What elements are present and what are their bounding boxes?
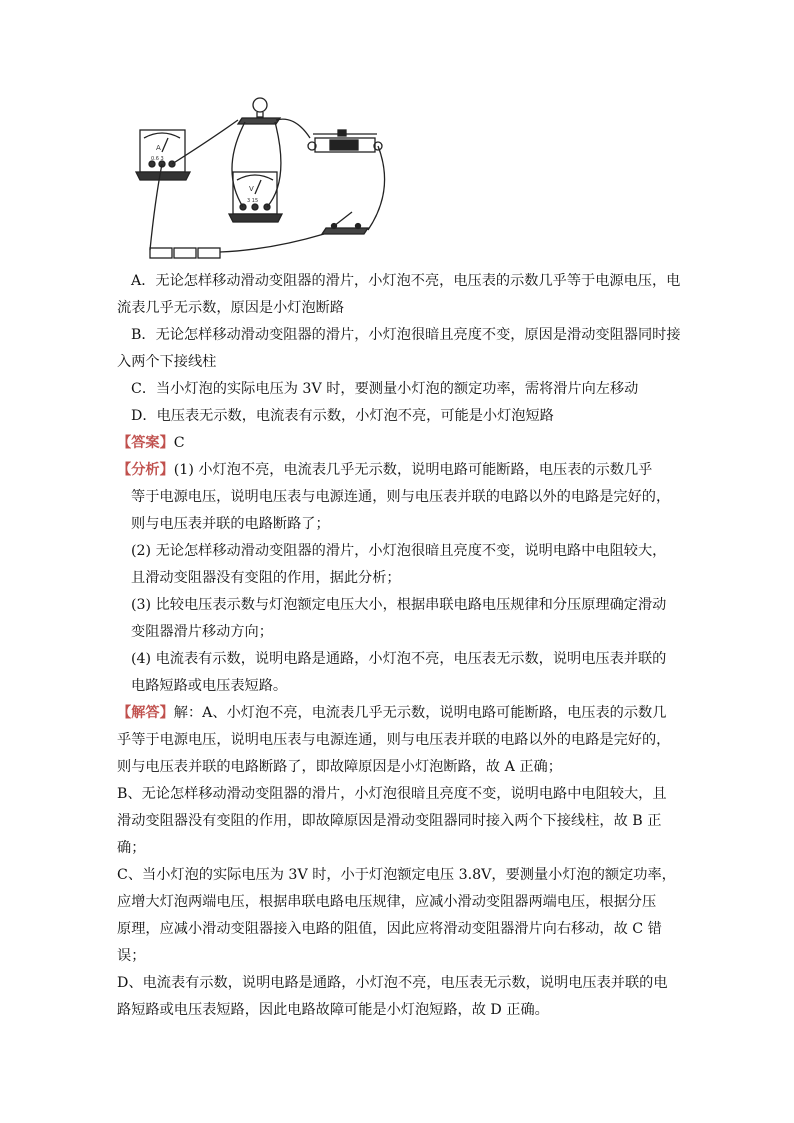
ammeter-label: A — [156, 144, 161, 152]
option-b-line-2: 入两个下接线柱 — [117, 354, 217, 370]
battery-icon — [150, 248, 220, 258]
answer-value: C — [173, 435, 185, 451]
solution-line-2: 乎等于电源电压，说明电压表与电源连通，则与电压表并联的电路以外的电路是完好的， — [117, 732, 671, 748]
analysis-line-6: (3) 比较电压表示数与灯泡额定电压大小，根据串联电路电压规律和分压原理确定滑动 — [131, 597, 667, 613]
switch-icon — [322, 212, 368, 234]
analysis-line-1: 【分析】(1) 小灯泡不亮，电流表几乎无示数，说明电路可能断路，电压表的示数几乎 — [117, 462, 653, 478]
solution-line-7: C、当小灯泡的实际电压为 3V 时，小于灯泡额定电压 3.8V，要测量小灯泡的额定功率， — [117, 867, 676, 883]
solution-line-3: 则与电压表并联的电路断路了，即故障原因是小灯泡断路，故 A 正确； — [117, 759, 562, 775]
ammeter-scale: 0.6 3 — [151, 156, 164, 162]
analysis-line-3: 则与电压表并联的电路断路了； — [131, 516, 330, 532]
analysis-line-8: (4) 电流表有示数，说明电路是通路，小灯泡不亮，电压表无示数，说明电压表并联的 — [131, 651, 667, 667]
voltmeter-scale: 3 15 — [247, 198, 259, 204]
answer-line — [117, 430, 687, 457]
options-block — [117, 268, 687, 1024]
option-c-line-1: C．当小灯泡的实际电压为 3V 时，要测量小灯泡的额定功率，需将滑片向左移动 — [131, 381, 639, 397]
option-d-line-1: D．电压表无示数，电流表有示数，小灯泡不亮，可能是小灯泡短路 — [131, 408, 554, 424]
analysis-line-2: 等于电源电压，说明电压表与电源连通，则与电压表并联的电路以外的电路是完好的， — [131, 489, 671, 505]
option-a-line-1: A．无论怎样移动滑动变阻器的滑片，小灯泡不亮，电压表的示数几乎等于电源电压，电 — [131, 273, 681, 289]
rheostat-icon — [308, 130, 382, 152]
solution-line-4: B、无论怎样移动滑动变阻器的滑片，小灯泡很暗且亮度不变，说明电路中电阻较大，且 — [117, 786, 667, 802]
analysis-line-7: 变阻器滑片移动方向； — [131, 624, 273, 640]
solution-tag: 【解答】 — [117, 705, 174, 721]
option-a-line-2: 流表几乎无示数，原因是小灯泡断路 — [117, 300, 345, 316]
solution-line-8: 应增大灯泡两端电压，根据串联电路电压规律，应减小滑动变阻器两端电压，根据分压 — [117, 894, 657, 910]
answer-tag: 【答案】 — [117, 435, 174, 451]
solution-line-12: 路短路或电压表短路，因此电路故障可能是小灯泡短路，故 D 正确。 — [117, 1002, 549, 1018]
ammeter-icon — [136, 130, 190, 180]
solution-line-11: D、电流表有示数，说明电路是通路，小灯泡不亮，电压表无示数，说明电压表并联的电 — [117, 975, 668, 991]
solution-line-10: 误； — [117, 948, 146, 964]
analysis-line-5: 且滑动变阻器没有变阻的作用，据此分析； — [131, 570, 401, 586]
solution-line-5: 滑动变阻器没有变阻的作用，即故障原因是滑动变阻器同时接入两个下接线柱，故 B 正 — [117, 813, 662, 829]
analysis-tag: 【分析】 — [117, 462, 174, 478]
analysis-line-4: (2) 无论怎样移动滑动变阻器的滑片，小灯泡很暗且亮度不变，说明电路中电阻较大， — [131, 543, 667, 559]
analysis-line-9: 电路短路或电压表短路。 — [131, 678, 288, 694]
solution-line-1: 【解答】解：A、小灯泡不亮，电流表几乎无示数，说明电路可能断路，电压表的示数几 — [117, 705, 667, 721]
bulb-icon — [238, 98, 280, 124]
solution-line-6: 确； — [117, 840, 146, 856]
solution-line-9: 原理，应减小滑动变阻器接入电路的阻值，因此应将滑动变阻器滑片向右移动，故 C 错 — [117, 921, 662, 937]
circuit-diagram — [130, 90, 400, 260]
voltmeter-label: V — [249, 185, 254, 193]
option-b-line-1: B．无论怎样移动滑动变阻器的滑片，小灯泡很暗且亮度不变，原因是滑动变阻器同时接 — [131, 327, 681, 343]
